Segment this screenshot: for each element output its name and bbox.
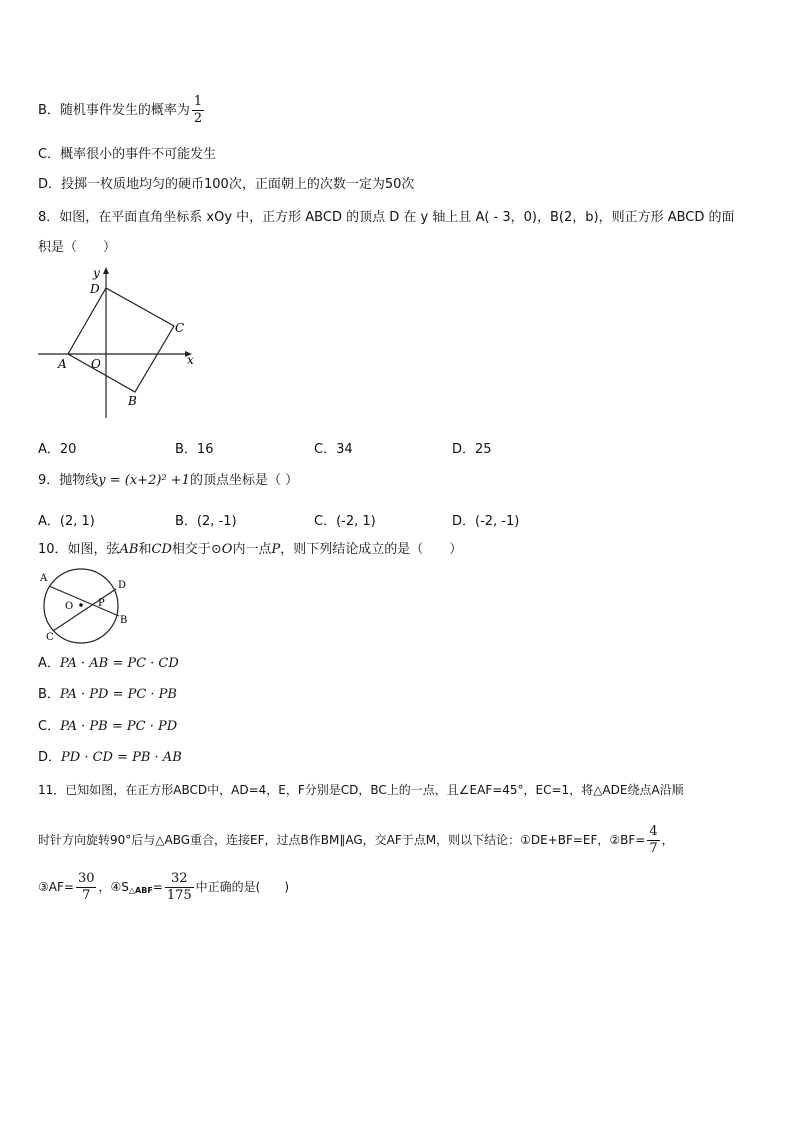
label-b: B <box>128 394 137 408</box>
q10-stem-part2: 和 <box>138 542 152 557</box>
q10-stem-part3: 相交于 <box>171 542 211 557</box>
label-a: A <box>58 357 67 371</box>
square-abcd <box>68 288 174 392</box>
q10-option-c <box>38 718 177 736</box>
chord-cd <box>53 589 116 631</box>
q9-formula: y = (x+2)² +1 <box>98 473 190 488</box>
q7-option-b-text: B．随机事件发生的概率为 <box>38 103 190 118</box>
q9-prefix: 9．抛物线 <box>38 473 99 488</box>
q10-option-d-expr: PD · CD = PB · AB <box>61 750 182 765</box>
q10-option-a-expr: PA · AB = PC · CD <box>59 656 179 671</box>
q8-option-d: D．25 <box>452 442 492 457</box>
q10-stem-part5: ，则下列结论成立的是（ ） <box>280 542 463 557</box>
label-c: C <box>175 321 185 335</box>
q11-line3-c: = <box>152 880 163 894</box>
q10-chord-ab: AB <box>119 542 139 557</box>
q11-line3-d: 中正确的是( ) <box>195 880 290 894</box>
q10-option-b-label: B． <box>38 687 60 702</box>
label-o: O <box>91 357 101 371</box>
q7-option-c: C．概率很小的事件不可能发生 <box>38 147 217 162</box>
q10-circle-o: ⊙O <box>210 542 233 557</box>
label-y: y <box>93 266 100 280</box>
q11-area-fraction: $\frac{32}{175}$ <box>166 871 192 903</box>
circle-label-c: C <box>46 632 54 643</box>
circle-label-p: P <box>98 598 105 609</box>
circle-label-d: D <box>118 580 127 591</box>
q9-option-a: A．(2, 1) <box>38 514 95 529</box>
q9-stem <box>38 472 298 490</box>
q9-option-b: B．(2, -1) <box>175 514 237 529</box>
q11-af-fraction: $\frac{30}{7}$ <box>77 871 95 903</box>
label-x: x <box>187 353 194 367</box>
q10-option-a <box>38 655 179 673</box>
center-dot <box>79 603 83 607</box>
q8-option-c: C．34 <box>314 442 353 457</box>
q9-option-c: C．(-2, 1) <box>314 514 376 529</box>
q10-stem-part4: 内一点 <box>232 542 272 557</box>
q10-option-b <box>38 686 177 704</box>
chord-ab <box>49 586 119 616</box>
circle-label-o: O <box>65 601 74 612</box>
q10-option-b-expr: PA · PD = PC · PB <box>59 687 177 702</box>
q11-bf-fraction: $\frac{4}{7}$ <box>649 824 658 856</box>
q10-stem <box>38 541 462 559</box>
q10-point-p: P <box>271 542 281 557</box>
q10-option-d <box>38 749 182 767</box>
q11-stem-line2 <box>38 820 674 860</box>
q8-stem-line1: 8．如图，在平面直角坐标系 xOy 中，正方形 ABCD 的顶点 D 在 y 轴上且 A( - 3，0)，B(2，b)，则正方形 ABCD 的面 <box>38 210 735 225</box>
q8-option-a: A．20 <box>38 442 77 457</box>
circle-label-b: B <box>120 615 128 626</box>
q11-stem-line3 <box>38 867 289 911</box>
q11-line3-b: ，④S <box>98 880 129 894</box>
q10-option-c-expr: PA · PB = PC · PD <box>60 719 178 734</box>
q10-chord-cd: CD <box>151 542 172 557</box>
q11-stem-line1: 11．已知如图，在正方形ABCD中，AD=4，E，F分别是CD，BC上的一点，且∠EAF=45°，EC=1，将△ADE绕点A沿顺 <box>38 783 684 797</box>
q10-option-c-label: C． <box>38 719 61 734</box>
q10-option-d-label: D． <box>38 750 62 765</box>
q9-suffix: 的顶点坐标是（ ） <box>189 473 299 488</box>
q10-option-a-label: A． <box>38 656 60 671</box>
q11-line3-a: ③AF= <box>38 880 74 894</box>
q10-circle-figure <box>36 568 136 648</box>
q7-option-b-fraction: $\frac{1}{2}$ <box>193 94 203 126</box>
q7-option-b <box>38 94 206 127</box>
label-d: D <box>90 282 100 296</box>
q9-option-d: D．(-2, -1) <box>452 514 520 529</box>
q7-option-d: D．投掷一枚质地均匀的硬币100次，正面朝上的次数一定为50次 <box>38 177 415 192</box>
q8-stem-line2: 积是（ ） <box>38 240 117 255</box>
q8-option-b: B．16 <box>175 442 214 457</box>
q11-area-subscript: △ABF <box>128 886 153 895</box>
y-axis-arrow-icon <box>103 267 109 274</box>
q8-coordinate-figure <box>30 264 210 424</box>
circle-label-a: A <box>40 573 48 584</box>
q11-line2-text: 时针方向旋转90°后与△ABG重合，连接EF，过点B作BM∥AG，交AF于点M，则以下结论：①DE+BF=EF，②BF= <box>38 833 646 847</box>
q11-line2-end: ， <box>661 833 674 847</box>
q10-stem-part1: 10．如图，弦 <box>38 542 120 557</box>
